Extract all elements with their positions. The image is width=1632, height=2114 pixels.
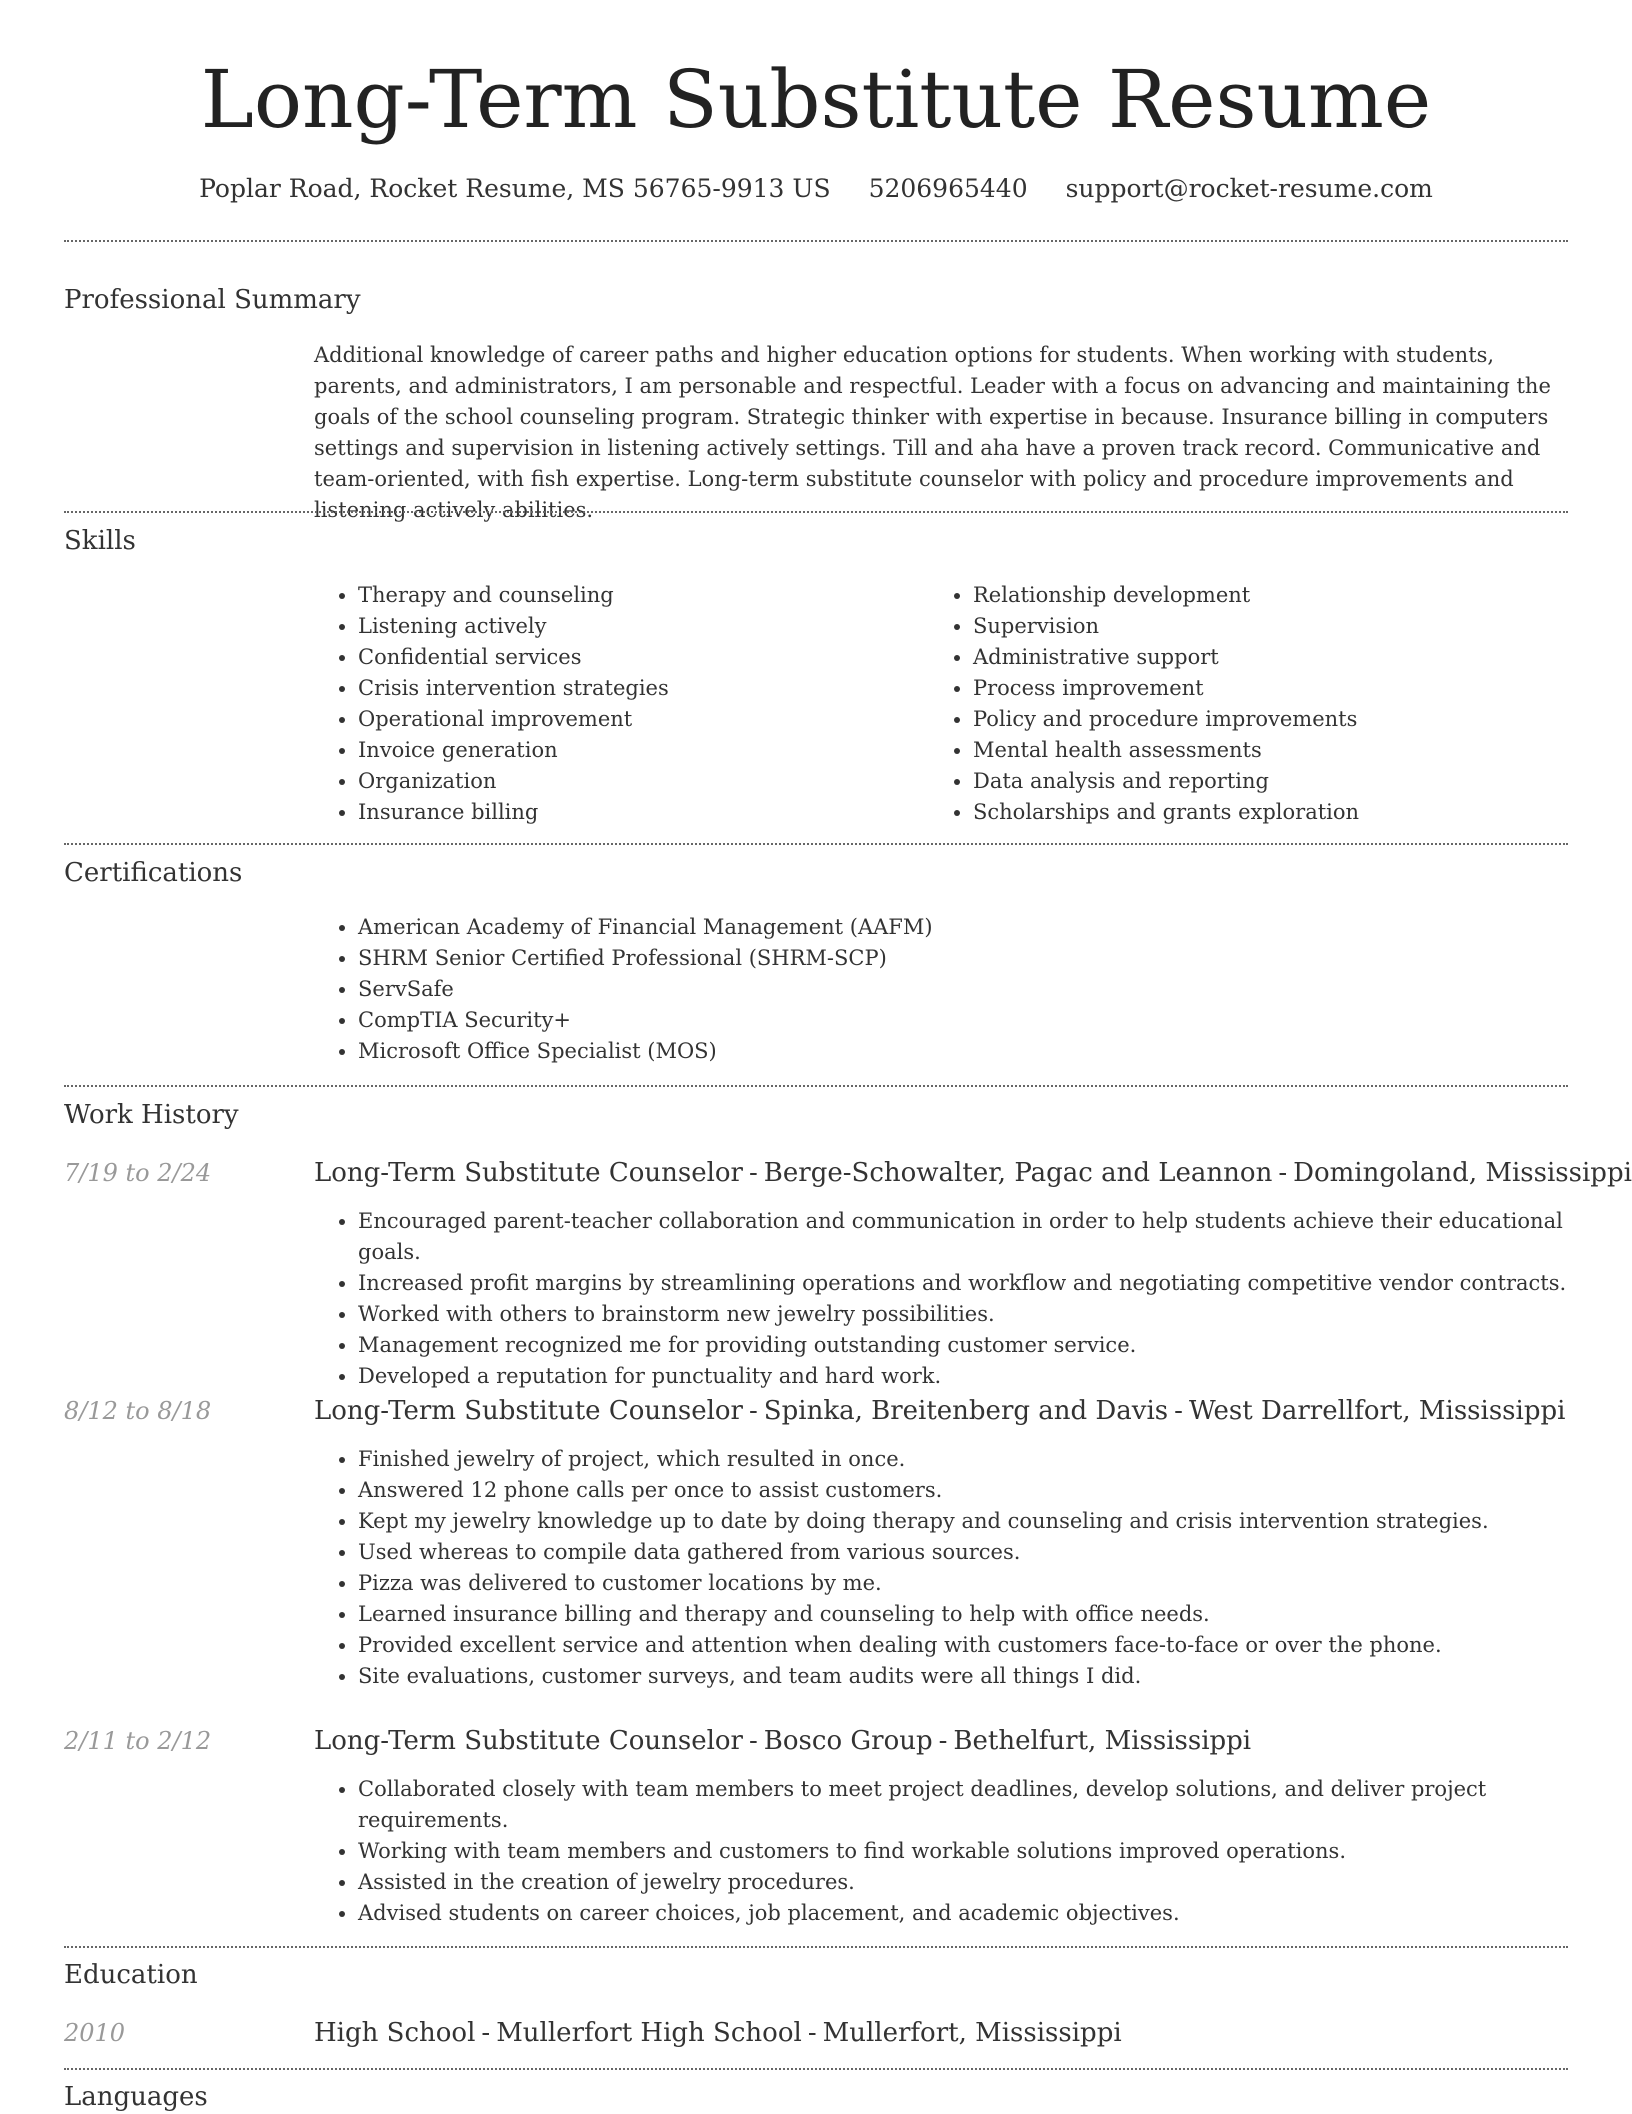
education-degree: High School [314, 2018, 476, 2048]
education-separator: - [481, 2018, 491, 2048]
skill-item: • Organization [358, 766, 918, 797]
certification-item: • CompTIA Security+ [358, 1005, 1558, 1036]
education-year: 2010 [64, 2019, 126, 2047]
contact-line [0, 172, 1632, 206]
job-bullet: • Finished jewelry of project, which resulted in once. [358, 1444, 1614, 1475]
skill-item: • Listening actively [358, 611, 918, 642]
skills-list-left [314, 580, 918, 828]
job-location: West Darrellfort, Mississippi [1188, 1396, 1566, 1426]
job-bullet: • Learned insurance billing and therapy and counseling to help with office needs. [358, 1599, 1614, 1630]
job-dates: 2/11 to 2/12 [64, 1727, 212, 1755]
job-title: Long-Term Substitute Counselor [314, 1158, 743, 1188]
job-bullet: • Site evaluations, customer surveys, and team audits were all things I did. [358, 1661, 1614, 1692]
job-bullet: • Pizza was delivered to customer locations by me. [358, 1568, 1614, 1599]
job-company: Spinka, Breitenberg and Davis [763, 1396, 1169, 1426]
skill-item: • Invoice generation [358, 735, 918, 766]
certifications-heading: Certifications [64, 858, 243, 888]
contact-address: Poplar Road, Rocket Resume, MS 56765-9913 US [199, 174, 831, 203]
skill-item: • Supervision [973, 611, 1593, 642]
job-location: Domingoland, Mississippi [1293, 1158, 1632, 1188]
work-history-heading: Work History [64, 1100, 239, 1130]
skill-item: • Scholarships and grants exploration [973, 797, 1593, 828]
certifications-list [314, 912, 1558, 1067]
job-bullet: • Collaborated closely with team members to meet project deadlines, develop solutions, and deliver project requirements. [358, 1774, 1488, 1836]
job-separator: - [938, 1726, 948, 1756]
job-bullets [314, 1206, 1614, 1392]
job-separator: - [749, 1396, 758, 1426]
skill-item: • Administrative support [973, 642, 1593, 673]
certification-item: • American Academy of Financial Management (AAFM) [358, 912, 1558, 943]
section-divider [64, 843, 1568, 845]
job-bullet: • Working with team members and customers to find workable solutions improved operations. [358, 1836, 1488, 1867]
skills-heading: Skills [64, 526, 136, 556]
skill-item: • Process improvement [973, 673, 1593, 704]
job-location: Bethelfurt, Mississippi [953, 1726, 1252, 1756]
skill-item: • Mental health assessments [973, 735, 1593, 766]
skills-list-right [929, 580, 1593, 828]
education-location: Mullerfort, Mississippi [822, 2018, 1122, 2048]
job-company: Bosco Group [763, 1726, 933, 1756]
job-bullet: • Management recognized me for providing outstanding customer service. [358, 1330, 1614, 1361]
skill-item: • Therapy and counseling [358, 580, 918, 611]
skill-item: • Data analysis and reporting [973, 766, 1593, 797]
job-title: Long-Term Substitute Counselor [314, 1396, 743, 1426]
certification-item: • ServSafe [358, 974, 1558, 1005]
education-separator: - [807, 2018, 817, 2048]
section-divider [64, 511, 1568, 513]
skill-item: • Policy and procedure improvements [973, 704, 1593, 735]
job-company: Berge-Schowalter, Pagac and Leannon [763, 1158, 1273, 1188]
skill-item: • Insurance billing [358, 797, 918, 828]
job-bullet: • Provided excellent service and attention when dealing with customers face-to-face or over the phone. [358, 1630, 1614, 1661]
summary-heading: Professional Summary [64, 285, 361, 315]
job-bullet: • Advised students on career choices, job placement, and academic objectives. [358, 1898, 1488, 1929]
resume-title: Long-Term Substitute Resume [200, 53, 1432, 146]
contact-phone: 5206965440 [868, 174, 1028, 203]
education-heading: Education [64, 1960, 198, 1990]
job-title: Long-Term Substitute Counselor [314, 1726, 743, 1756]
section-divider [64, 2068, 1568, 2070]
contact-email: support@rocket-resume.com [1065, 174, 1433, 203]
skill-item: • Crisis intervention strategies [358, 673, 918, 704]
job-separator: - [749, 1726, 758, 1756]
education-school: Mullerfort High School [496, 2018, 802, 2048]
skill-item: • Relationship development [973, 580, 1593, 611]
job-bullets [314, 1774, 1488, 1929]
section-divider [64, 1085, 1568, 1087]
job-bullet: • Assisted in the creation of jewelry procedures. [358, 1867, 1488, 1898]
job-bullet: • Answered 12 phone calls per once to assist customers. [358, 1475, 1614, 1506]
job-bullet: • Used whereas to compile data gathered from various sources. [358, 1537, 1614, 1568]
job-dates: 8/12 to 8/18 [64, 1397, 212, 1425]
job-bullet: • Increased profit margins by streamlining operations and workflow and negotiating competitive vendor contracts. [358, 1268, 1614, 1299]
education-entry [314, 2016, 1122, 2050]
job-heading [314, 1724, 1251, 1758]
job-heading [314, 1156, 1632, 1190]
certification-item: • Microsoft Office Specialist (MOS) [358, 1036, 1558, 1067]
job-separator: - [749, 1158, 758, 1188]
summary-text: Additional knowledge of career paths and higher education options for students. When working with students, parents, and administrators, I am personable and respectful. Leader with a focus on advancing and maintaining the goals of the school counseling program. Strategic thinker with expertise in because. Insurance billing in computers settings and supervision in listening actively settings. Till and aha have a proven track record. Communicative and team-oriented, with fish expertise. Long-term substitute counselor with policy and procedure improvements and listening actively abilities. [314, 343, 1551, 522]
job-heading [314, 1394, 1565, 1428]
job-separator: - [1174, 1396, 1183, 1426]
languages-heading: Languages [64, 2082, 208, 2112]
job-separator: - [1278, 1158, 1288, 1188]
section-divider [64, 240, 1568, 242]
job-bullets [314, 1444, 1614, 1692]
certification-item: • SHRM Senior Certified Professional (SHRM-SCP) [358, 943, 1558, 974]
job-bullet: • Encouraged parent-teacher collaboration and communication in order to help students achieve their educational goals. [358, 1206, 1614, 1268]
job-bullet: • Developed a reputation for punctuality and hard work. [358, 1361, 1614, 1392]
skill-item: • Operational improvement [358, 704, 918, 735]
section-divider [64, 1946, 1568, 1948]
skill-item: • Confidential services [358, 642, 918, 673]
job-bullet: • Kept my jewelry knowledge up to date by doing therapy and counseling and crisis intervention strategies. [358, 1506, 1614, 1537]
job-dates: 7/19 to 2/24 [64, 1159, 212, 1187]
job-bullet: • Worked with others to brainstorm new jewelry possibilities. [358, 1299, 1614, 1330]
